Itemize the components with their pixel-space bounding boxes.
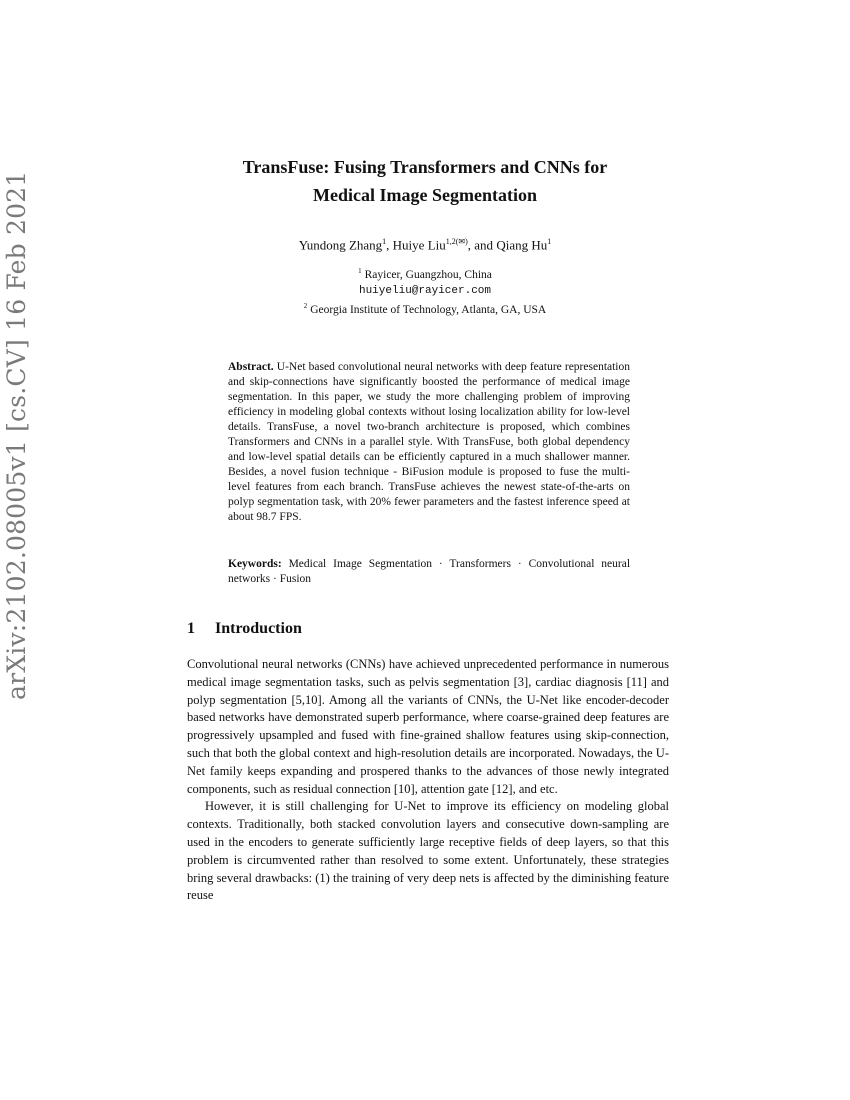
author-affiliation-mark: 1 — [382, 237, 387, 246]
body-text — [187, 656, 669, 905]
author-list — [185, 233, 665, 254]
keywords — [228, 557, 630, 587]
paragraph: However, it is still challenging for U-Net to improve its efficiency on modeling global contexts. Traditionally, both stacked convolution layers and consecutive down-sampling are used in the encoders to generate sufficiently large receptive fields of deep layers, so that this problem is circumvented rather than resolved to some extent. Unfortunately, these strategies bring several drawbacks: (1) the training of very deep nets is affected by the diminishing feature reuse — [187, 799, 669, 903]
affiliation-text: Rayicer, Guangzhou, China — [364, 268, 492, 281]
author-name: Yundong Zhang — [298, 237, 383, 253]
abstract-text: U-Net based convolutional neural networks with deep feature representation and skip-connections have significantly boosted the performance of medical image segmentation. In this paper, we study the more challenging problem of improving efficiency in modeling global contexts without losing localization ability for low-level details. TransFuse, a novel two-branch architecture is proposed, which combines Transformers and CNNs in a parallel style. With TransFuse, both global dependency and low-level spatial details can be efficiently captured in a much shallower manner. Besides, a novel fusion technique - BiFusion module is proposed to fuse the multi-level features from each branch. TransFuse achieves the newest state-of-the-arts on polyp segmentation task, with 20% fewer parameters and the fastest inference speed at about 98.7 FPS. — [228, 361, 631, 523]
author-separator: , and — [467, 237, 497, 253]
author-affiliation-mark: 1 — [547, 237, 552, 246]
affiliation-mark: 1 — [358, 267, 362, 275]
arxiv-identifier: arXiv:2102.08005v1 [cs.CV] 16 Feb 2021 — [2, 170, 31, 700]
abstract — [228, 360, 630, 525]
email-address: huiyeliu@rayicer.com — [358, 284, 492, 297]
section-title: Introduction — [215, 620, 302, 637]
keywords-label: Keywords: — [228, 558, 282, 570]
abstract-label: Abstract. — [228, 361, 274, 373]
affiliation-email — [185, 283, 665, 299]
paragraph: Convolutional neural networks (CNNs) have achieved unprecedented performance in numerous medical image segmentation tasks, such as pelvis segmentation [3], cardiac diagnosis [11] and polyp segmentation [5,10]. Among all the variants of CNNs, the U-Net like encoder-decoder based networks have demonstrated superb performance, where coarse-grained deep features are progressively upsampled and fused with fine-grained shallow features using skip-connection, such that both the global context and high-resolution details are incorporated. Nowadays, the U-Net family keeps expanding and prospered thanks to the advances of those newly integrated components, such as residual connection [10], attention gate [12], and etc. — [187, 657, 669, 796]
author-name: Huiye Liu — [392, 237, 446, 253]
author-affiliation-mark: 1,2(✉) — [445, 237, 468, 246]
keywords-text: Medical Image Segmentation · Transformers · Convolutional neural networks · Fusion — [228, 558, 631, 585]
affiliation-mark: 2 — [303, 301, 308, 310]
section-number: 1 — [187, 620, 195, 637]
section-heading — [187, 619, 302, 639]
affiliation-1 — [185, 264, 665, 283]
affiliation-text: Georgia Institute of Technology, Atlanta, GA, USA — [310, 303, 547, 316]
author-separator: , — [386, 237, 393, 253]
title-line-2: Medical Image Segmentation — [313, 185, 537, 205]
affiliation-2 — [185, 299, 665, 318]
title-line-1: TransFuse: Fusing Transformers and CNNs for — [242, 157, 608, 177]
author-name: Qiang Hu — [496, 237, 548, 253]
paper-title — [185, 153, 665, 209]
affiliations — [185, 264, 665, 318]
